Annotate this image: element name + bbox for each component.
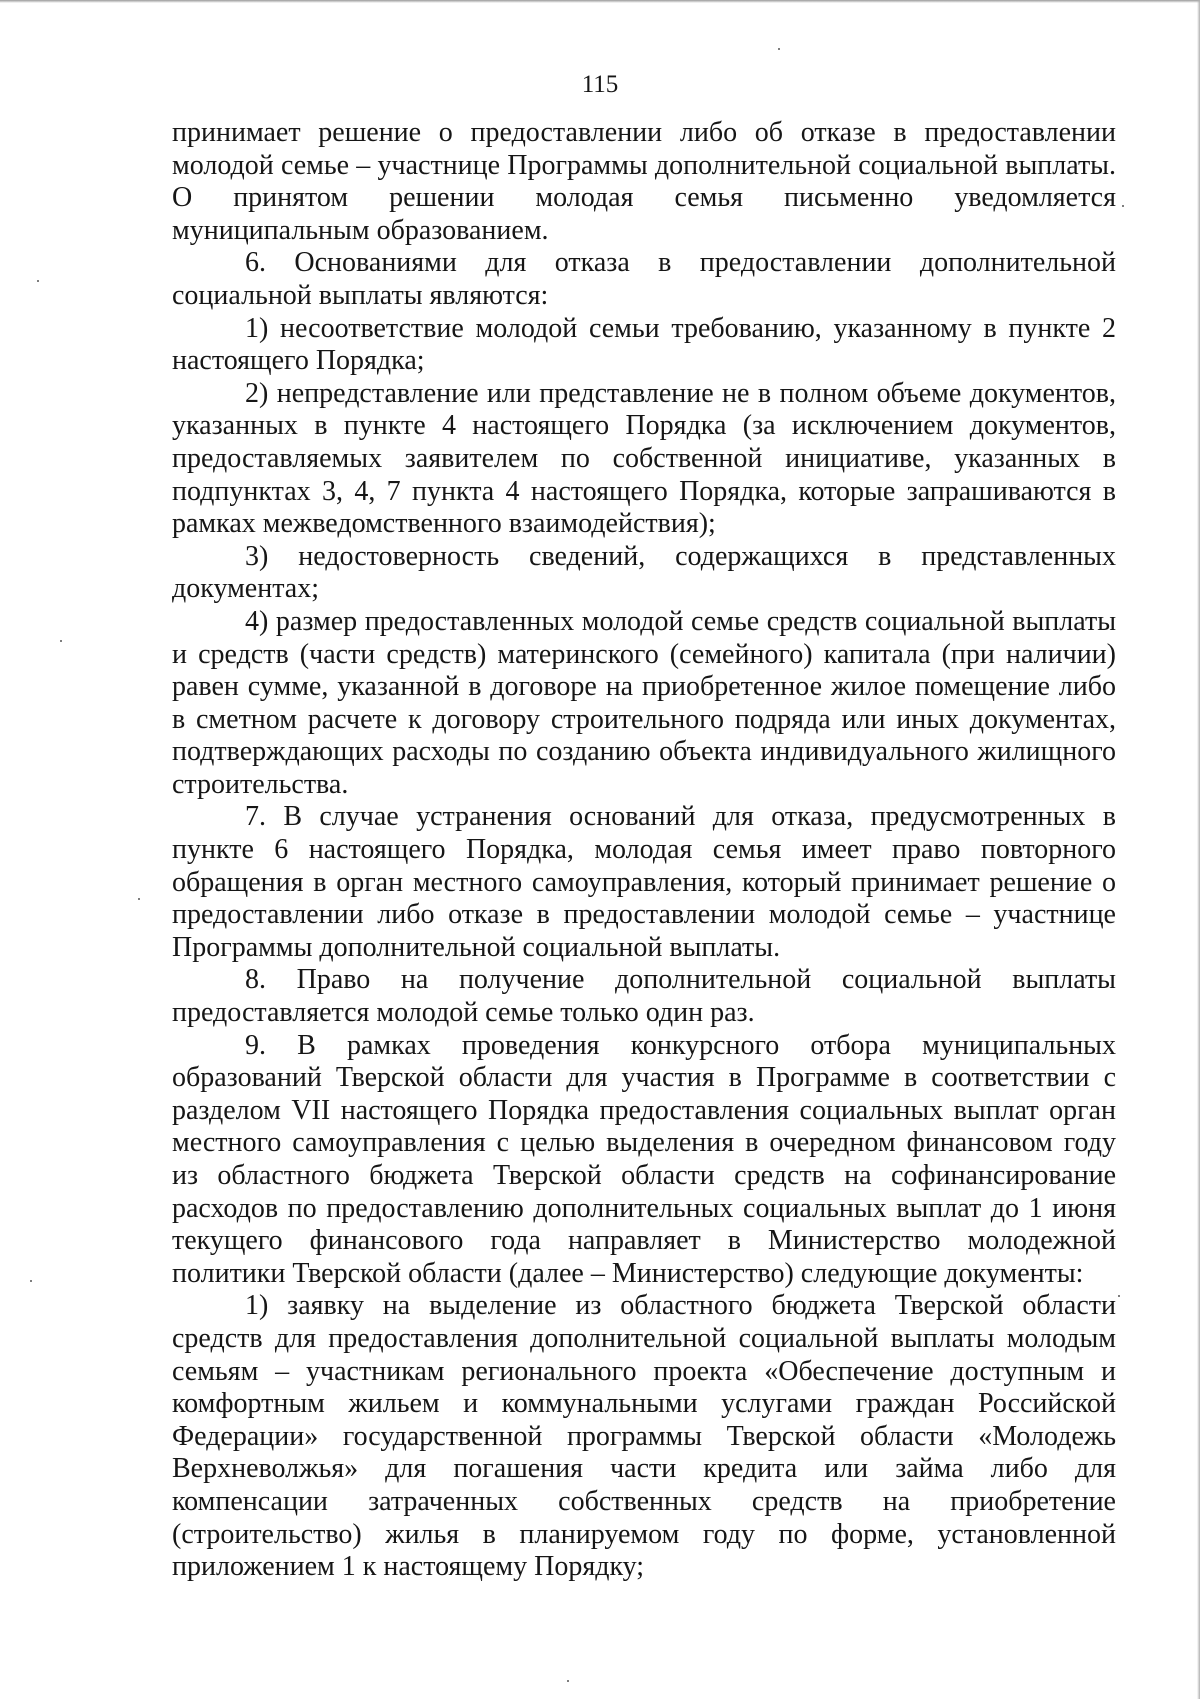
document-body — [172, 117, 1116, 1584]
scan-speck — [37, 280, 39, 282]
paragraph-subitem-6-1: 1) несоответствие молодой семьи требованию, указанному в пункте 2 настоящего Порядка; — [172, 312, 1116, 377]
paragraph-subitem-6-4: 4) размер предоставленных молодой семье средств социальной выплаты и средств (части средств) материнского (семейного) капитала (при наличии) равен сумме, указанной в договоре на приобретенное жилое помещение либо в сметном расчете к договору строительного подряда или иных документах, подтверждающих расходы по созданию объекта индивидуального жилищного строительства. — [172, 605, 1116, 800]
paragraph-continuation: принимает решение о предоставлении либо об отказе в предоставлении молодой семье – участнице Программы дополнительной социальной выплаты. О принятом решении молодая семья письменно уведомляется муниципальным образованием. — [172, 117, 1116, 246]
paragraph-item-9: 9. В рамках проведения конкурсного отбора муниципальных образований Тверской области для участия в Программе в соответствии с разделом VII настоящего Порядка предоставления социальных выплат орган местного самоуправления с целью выделения в очередном финансовом году из областного бюджета Тверской области средств на софинансирование расходов по предоставлению дополнительных социальных выплат до 1 июня текущего финансового года направляет в Министерство молодежной политики Тверской области (далее – Министерство) следующие документы: — [172, 1029, 1116, 1289]
scan-speck — [778, 48, 780, 50]
scan-speck — [138, 898, 140, 900]
paragraph-item-8: 8. Право на получение дополнительной социальной выплаты предоставляется молодой семье только один раз. — [172, 964, 1116, 1029]
paragraph-subitem-6-2: 2) непредставление или представление не в полном объеме документов, указанных в пункте 4 настоящего Порядка (за исключением документов, предоставляемых заявителем по собственной инициативе, указанных в подпунктах 3, 4, 7 пункта 4 настоящего Порядка, которые запрашиваются в рамках межведомственного взаимодействия); — [172, 377, 1116, 540]
scan-speck — [30, 1280, 32, 1282]
scan-edge-top — [0, 0, 1200, 3]
paragraph-subitem-6-3: 3) недостоверность сведений, содержащихся в представленных документах; — [172, 540, 1116, 605]
scan-speck — [1118, 1295, 1120, 1297]
scan-speck — [1122, 205, 1124, 207]
page-number: 115 — [581, 71, 619, 98]
scan-speck — [567, 1680, 569, 1682]
paragraph-item-7: 7. В случае устранения оснований для отказа, предусмотренных в пункте 6 настоящего Порядка, молодая семья имеет право повторного обращения в орган местного самоуправления, который принимает решение о предоставлении либо отказе в предоставлении молодой семье – участнице Программы дополнительной социальной выплаты. — [172, 801, 1116, 963]
paragraph-item-6: 6. Основаниями для отказа в предоставлении дополнительной социальной выплаты являются: — [172, 247, 1116, 311]
paragraph-subitem-9-1: 1) заявку на выделение из областного бюджета Тверской области средств для предоставления дополнительной социальной выплаты молодым семьям – участникам регионального проекта «Обеспечение доступным и комфортным жильем и коммунальными услугами граждан Российской Федерации» государственной программы Тверской области «Молодежь Верхневолжья» для погашения части кредита или займа либо для компенсации затраченных собственных средств на приобретение (строительство) жилья в планируемом году по форме, установленной приложением 1 к настоящему Порядку; — [172, 1290, 1116, 1583]
scan-speck — [60, 640, 62, 642]
